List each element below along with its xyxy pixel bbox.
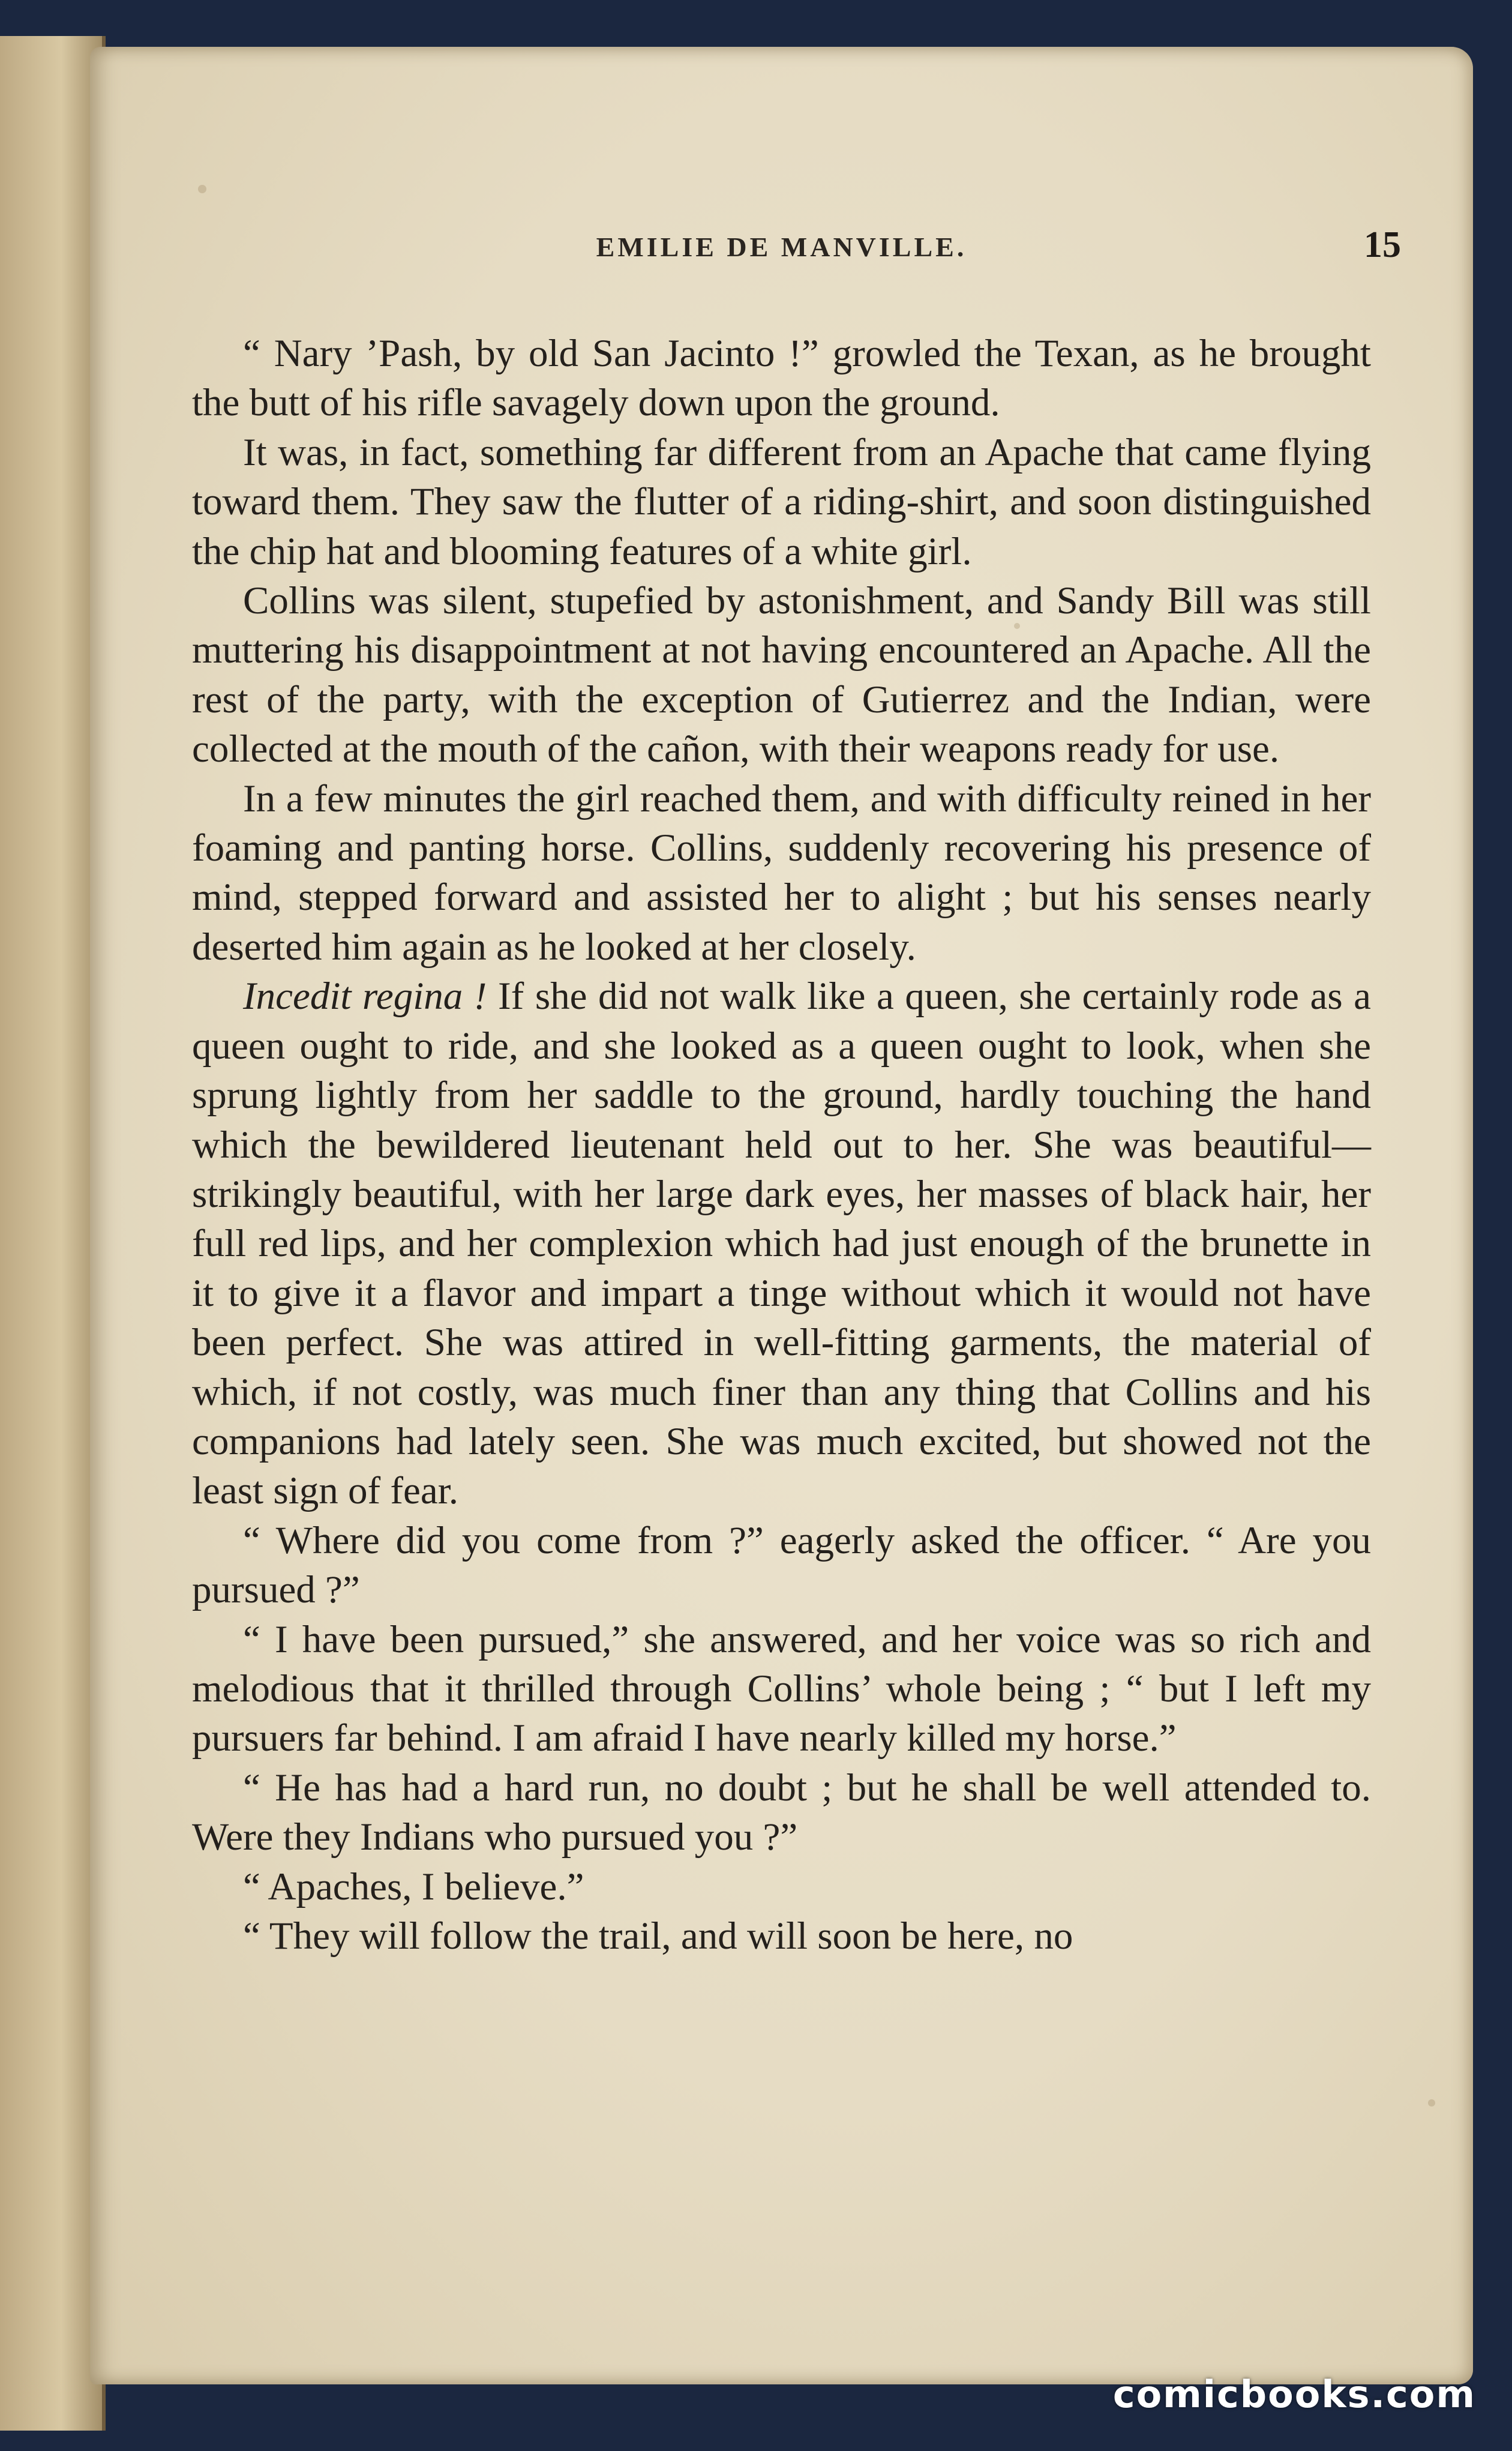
- paragraph: “ He has had a hard run, no doubt ; but he shall be well attended to. Were they Indians who pursued you ?”: [192, 1766, 1371, 1859]
- paragraph: “ Apaches, I believe.”: [243, 1865, 584, 1908]
- page-header: [90, 224, 1473, 272]
- paragraph: It was, in fact, something far different from an Apache that came flying toward them. They saw the flutter of a riding-shirt, and soon distinguished the chip hat and blooming features of a white girl.: [192, 430, 1371, 573]
- body-text: [192, 329, 1371, 1961]
- paragraph: “ They will follow the trail, and will soon be here, no: [243, 1914, 1073, 1958]
- watermark: comicbooks.com: [1112, 2372, 1476, 2416]
- running-head: EMILIE DE MANVILLE.: [596, 232, 967, 262]
- page-number: 15: [1364, 224, 1401, 265]
- paragraph: Collins was silent, stupefied by astonishment, and Sandy Bill was still muttering his disappointment at not having encountered an Apache. All the rest of the party, with the exception of Gutierrez and the Indian, were collected at the mouth of the cañon, with their weapons ready for use.: [192, 579, 1371, 771]
- paper-speck: [198, 185, 206, 193]
- paragraph: In a few minutes the girl reached them, and with difficulty reined in her foaming and panting horse. Collins, suddenly recovering his presence of mind, stepped forward and assisted her to alight ; but his senses nearly deserted him again as he looked at her closely.: [192, 777, 1371, 969]
- paper-speck: [1428, 2099, 1435, 2107]
- book-page: [90, 47, 1473, 2384]
- paragraph: “ Nary ’Pash, by old San Jacinto !” growled the Texan, as he brought the butt of his rifle savagely down upon the ground.: [192, 332, 1371, 425]
- paragraph: [192, 972, 1371, 1515]
- paragraph: “ Where did you come from ?” eagerly asked the officer. “ Are you pursued ?”: [192, 1518, 1371, 1612]
- paragraph-text: If she did not walk like a queen, she certainly rode as a queen ought to ride, and she looked as a queen ought to look, when she sprung lightly from her saddle to the ground, hardly touching the hand which the bewildered lieutenant held out to her. She was beautiful—strikingly beautiful, with her large dark eyes, her masses of black hair, her full red lips, and her complexion which had just enough of the brunette in it to give it a flavor and impart a tinge without which it would not have been perfect. She was attired in well-fitting garments, the material of which, if not costly, was much finer than any thing that Collins and his companions had lately seen. She was much excited, but showed not the least sign of fear.: [192, 975, 1372, 1513]
- paragraph: “ I have been pursued,” she answered, and her voice was so rich and melodious that it thrilled through Collins’ whole being ; “ but I left my pursuers far behind. I am afraid I have nearly killed my horse.”: [192, 1617, 1371, 1760]
- italic-phrase: Incedit regina !: [243, 975, 487, 1018]
